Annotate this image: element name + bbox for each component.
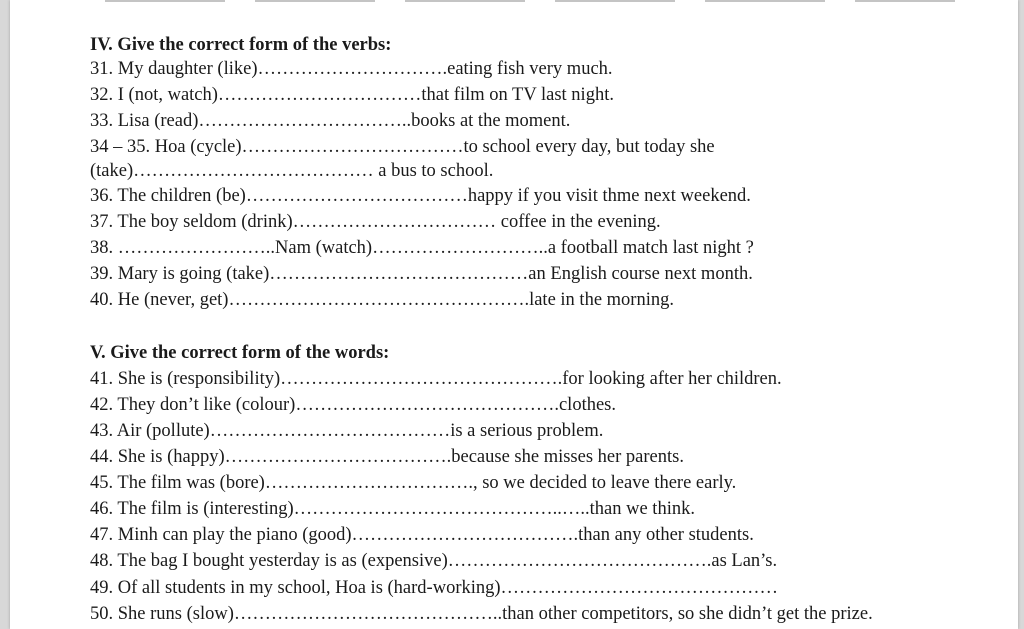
exercise-item-49: 49. Of all students in my school, Hoa is (hard-working)……………………………………… (90, 578, 779, 598)
exercise-item-40: 40. He (never, get)………………………………………….late in the morning. (90, 290, 674, 310)
exercise-item-31: 31. My daughter (like)………………………….eating fish very much. (90, 59, 613, 79)
cut-off-previous-line (105, 0, 955, 2)
exercise-item-42: 42. They don’t like (colour)…………………………………….clothes. (90, 395, 616, 415)
exercise-item-45: 45. The film was (bore)……………………………., so we decided to leave there early. (90, 473, 737, 493)
exercise-item-50: 50. She runs (slow)……………………………………..than other competitors, so she didn’t get the prize. (90, 604, 873, 624)
exercise-item-43: 43. Air (pollute)…………………………………is a serious problem. (90, 421, 604, 441)
exercise-item-41: 41. She is (responsibility)……………………………………….for looking after her children. (90, 369, 782, 389)
exercise-item-32: 32. I (not, watch)……………………………that film on TV last night. (90, 85, 614, 105)
exercise-item-34-35-cont: (take)………………………………… a bus to school. (90, 161, 494, 181)
exercise-item-34-35: 34 – 35. Hoa (cycle)………………………………to school every day, but today she (90, 137, 715, 157)
section-iv-title: IV. Give the correct form of the verbs: (90, 35, 392, 55)
exercise-item-36: 36. The children (be)………………………………happy if you visit thme next weekend. (90, 186, 751, 206)
exercise-item-47: 47. Minh can play the piano (good)……………………………….than any other students. (90, 525, 754, 545)
exercise-item-33: 33. Lisa (read)……………………………..books at the moment. (90, 111, 571, 131)
exercise-item-39: 39. Mary is going (take)……………………………………an English course next month. (90, 264, 753, 284)
exercise-item-44: 44. She is (happy)……………………………….because she misses her parents. (90, 447, 684, 467)
exercise-item-48: 48. The bag I bought yesterday is as (expensive)…………………………………….as Lan’s. (90, 551, 778, 571)
section-v-title: V. Give the correct form of the words: (90, 343, 390, 363)
exercise-item-37: 37. The boy seldom (drink)…………………………… coffee in the evening. (90, 212, 661, 232)
exercise-item-46: 46. The film is (interesting)……………………………………..…..than we think. (90, 499, 695, 519)
exercise-item-38: 38. ……………………..Nam (watch)………………………..a football match last night ? (90, 238, 754, 258)
